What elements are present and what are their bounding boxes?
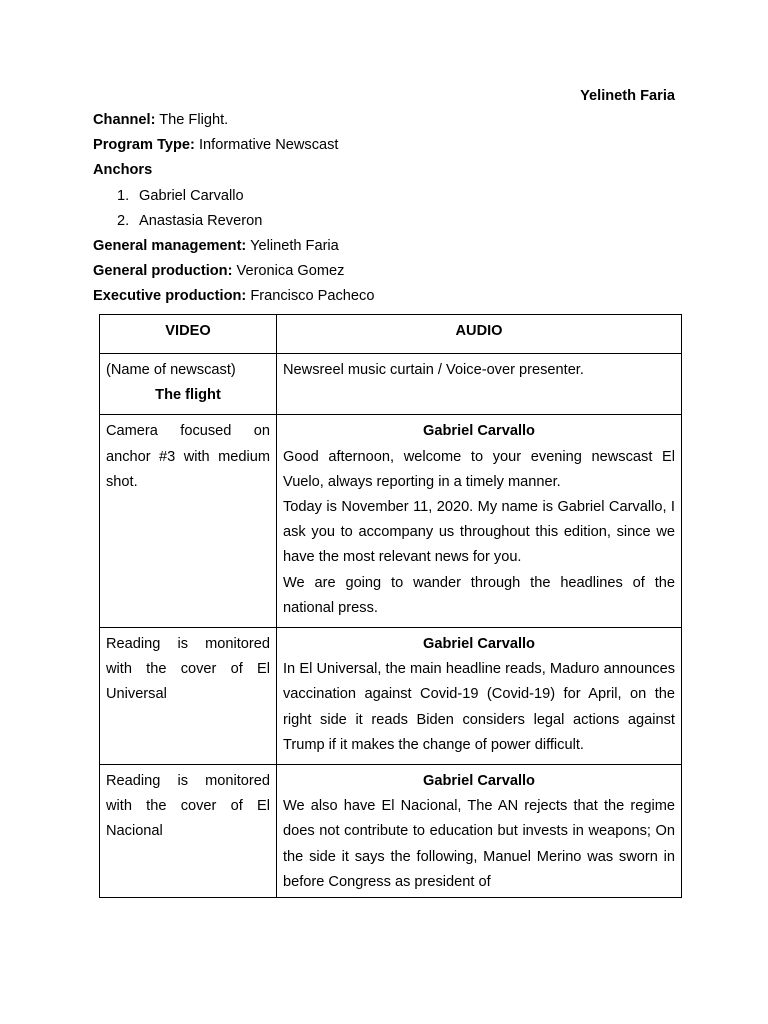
anchor-number: 2. [117, 212, 130, 229]
program-type-label: Program Type: [93, 137, 195, 154]
anchor-name: Gabriel Carvallo [139, 187, 244, 204]
audio-paragraph: Good afternoon, welcome to your evening newscast El Vuelo, always reporting in a timely manner. [283, 448, 675, 490]
script-table [99, 314, 682, 898]
general-management-value: Yelineth Faria [250, 237, 339, 254]
audio-text: In El Universal, the main headline reads, Maduro announces vaccination against Covid-19 (Covid-19) for April, on the right side it reads Biden considers legal actions against Trump if it makes the change of power difficult. [283, 661, 675, 753]
video-text: Camera focused on anchor #3 with medium shot. [106, 423, 270, 490]
channel-value: The Flight. [159, 112, 229, 128]
general-management-line [93, 236, 693, 261]
table-row [100, 765, 682, 898]
speaker-name: Gabriel Carvallo [423, 423, 535, 440]
speaker-name: Gabriel Carvallo [423, 636, 535, 653]
video-cell [100, 765, 277, 898]
general-production-value: Veronica Gomez [236, 263, 345, 280]
audio-paragraph: Today is November 11, 2020. My name is Gabriel Carvallo, I ask you to accompany us throughout this edition, since we have the most relevant news for you. [283, 499, 675, 566]
audio-cell [277, 628, 682, 765]
anchor-number: 1. [117, 187, 130, 204]
audio-text: Newsreel music curtain / Voice-over presenter. [283, 362, 584, 378]
general-production-label: General production: [93, 263, 233, 280]
channel-line [93, 110, 693, 135]
audio-text: We also have El Nacional, The AN rejects that the regime does not contribute to education but invests in weapons; On the side it says the following, Manuel Merino was sworn in before Congress as president of [283, 798, 675, 890]
general-production-line [93, 261, 693, 286]
newscast-title: The flight [155, 387, 221, 404]
table-row [100, 628, 682, 765]
speaker-name: Gabriel Carvallo [423, 773, 535, 790]
audio-cell [277, 765, 682, 898]
table-row [100, 415, 682, 628]
audio-cell [277, 354, 682, 415]
audio-column-header: AUDIO [277, 315, 682, 354]
table-header-row [100, 315, 682, 354]
anchor-list-item [93, 186, 693, 211]
video-note: (Name of newscast) [106, 362, 236, 378]
executive-production-label: Executive production: [93, 288, 247, 305]
channel-label: Channel: [93, 112, 156, 128]
audio-paragraph: We are going to wander through the headlines of the national press. [283, 574, 675, 616]
anchors-heading: Anchors [93, 162, 153, 179]
video-cell [100, 628, 277, 765]
table-row [100, 354, 682, 415]
video-text: Reading is monitored with the cover of El Nacional [106, 773, 270, 840]
program-details [93, 110, 693, 312]
video-cell [100, 415, 277, 628]
author-name: Yelineth Faria [580, 88, 675, 104]
video-column-header: VIDEO [100, 315, 277, 354]
anchors-heading-line [93, 160, 693, 185]
executive-production-line [93, 286, 693, 311]
program-type-value: Informative Newscast [198, 137, 339, 154]
executive-production-value: Francisco Pacheco [250, 288, 375, 305]
video-text: Reading is monitored with the cover of El Universal [106, 636, 270, 703]
program-type-line [93, 135, 693, 160]
video-cell [100, 354, 277, 415]
anchor-name: Anastasia Reveron [139, 212, 263, 229]
general-management-label: General management: [93, 237, 247, 254]
audio-cell [277, 415, 682, 628]
audio-clip [283, 769, 675, 891]
anchor-list-item [93, 211, 693, 236]
